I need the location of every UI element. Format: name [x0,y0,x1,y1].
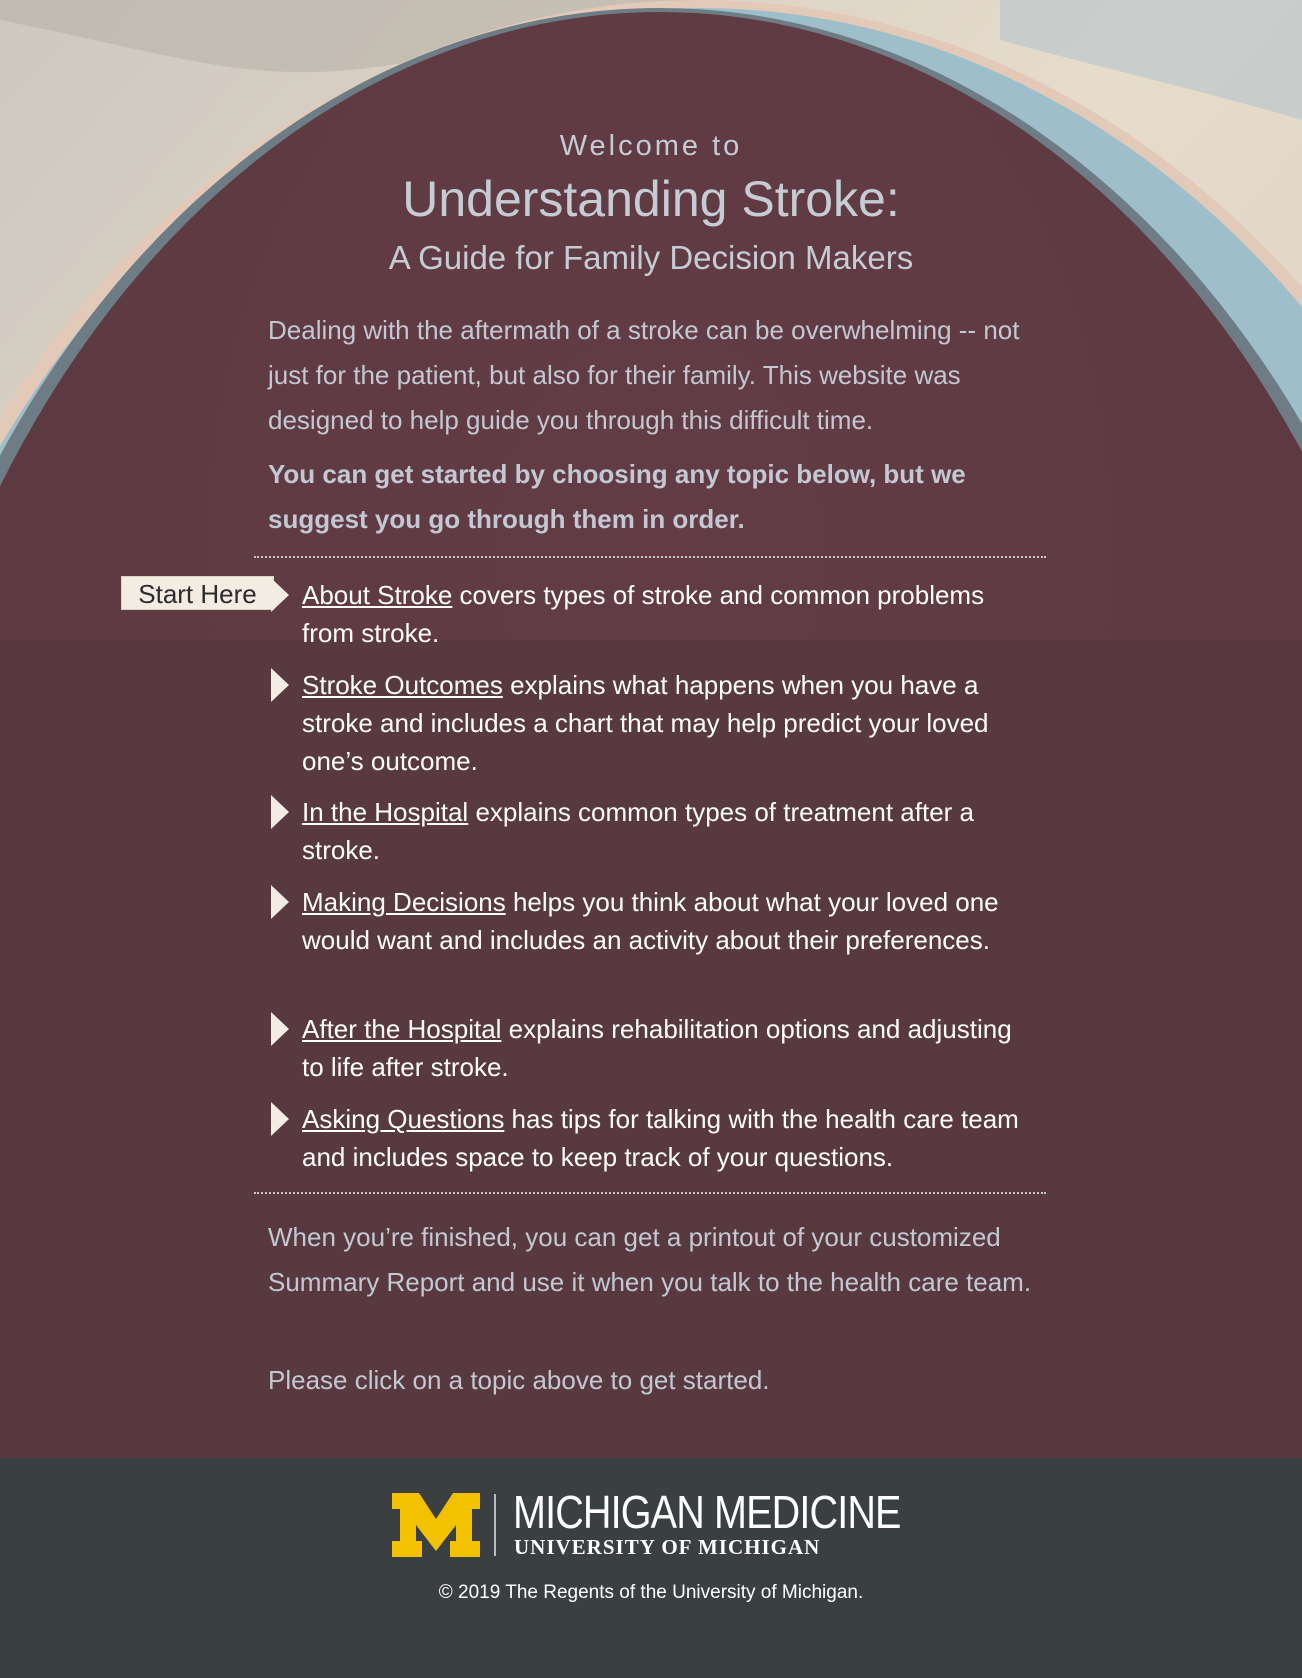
link-in-the-hospital[interactable]: In the Hospital [302,797,469,827]
instruction-paragraph: You can get started by choosing any topic below, but we suggest you go through them in order. [268,459,966,534]
topic-making-decisions [302,883,1022,959]
divider-bottom [254,1192,1046,1194]
copyright-text: © 2019 The Regents of the University of Michigan. [438,1582,864,1603]
divider-top [254,556,1046,558]
topic-description: covers types of stroke and common problems from stroke. [302,580,985,648]
block-m-logo-icon [392,1493,480,1557]
page-title: Understanding Stroke: [402,171,900,227]
intro-paragraph: Dealing with the aftermath of a stroke can be overwhelming -- not just for the patient, but also for their family. This website was designed to help guide you through this difficult time. [268,315,1020,435]
topic-after-the-hospital [302,1010,1022,1086]
topic-description: explains rehabilitation options and adjusting to life after stroke. [302,1014,1012,1082]
topic-description: has tips for talking with the health care team and includes space to keep track of your questions. [302,1104,1019,1172]
footer [0,1458,1302,1678]
logo-divider [494,1494,496,1556]
page-subtitle: A Guide for Family Decision Makers [388,239,914,276]
topic-asking-questions [302,1100,1022,1176]
link-stroke-outcomes[interactable]: Stroke Outcomes [302,670,503,700]
brand-name: MICHIGAN MEDICINE [513,1486,901,1538]
closing-paragraph: When you’re finished, you can get a printout of your customized Summary Report and use it when you talk to the health care team. [268,1222,1032,1297]
link-after-the-hospital[interactable]: After the Hospital [302,1014,502,1044]
link-about-stroke[interactable]: About Stroke [302,580,453,610]
link-asking-questions[interactable]: Asking Questions [302,1104,505,1134]
topic-about-stroke [302,576,1022,652]
welcome-text: Welcome to [559,130,743,162]
call-to-action: Please click on a topic above to get started. [268,1365,770,1395]
topic-in-the-hospital [302,793,1022,869]
topic-stroke-outcomes [302,666,1022,780]
start-here-label: Start Here [121,576,274,610]
link-making-decisions[interactable]: Making Decisions [302,887,506,917]
topic-description: explains common types of treatment after a stroke. [302,797,975,865]
topic-description: helps you think about what your loved one would want and includes an activity about their preferences. [302,887,999,955]
topic-description: explains what happens when you have a stroke and includes a chart that may help predict your loved one’s outcome. [302,670,989,776]
brand-subtitle: UNIVERSITY OF MICHIGAN [514,1535,821,1559]
